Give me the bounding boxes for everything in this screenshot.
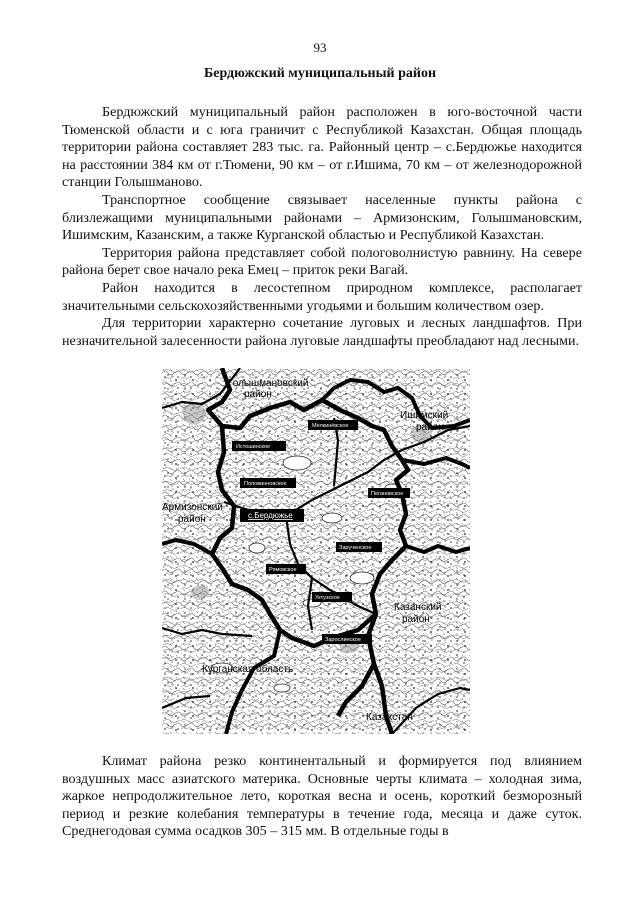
paragraph: Территория района представляет собой пологоволнистую равнину. На севере района берет свое начало река Емец – приток реки Вагай. [62, 244, 582, 279]
paragraph: Климат района резко континентальный и формируется под влиянием воздушных масс азиатского материка. Основные черты климата – холодная зима, жаркое непродолжительное лето, короткая весна и осень, короткий безморозный период и резкие колебания температуры в течение года, месяца и даже суток. Среднегодовая сумма осадков 305 – 315 мм. В отдельные годы в [62, 753, 582, 840]
village-label-istoshinskoe: Истошинское [236, 444, 271, 450]
region-label-kazakhstan: Казахстан [366, 712, 413, 723]
district-map [162, 368, 470, 734]
page-number: 93 [313, 40, 327, 55]
paragraph: Для территории характерно сочетание луговых и лесных ландшафтов. При незначительной залесенности района луговые ландшафты преобладают над лесными. [62, 315, 582, 349]
region-label-golyshmanovsky: район [244, 389, 272, 400]
region-label-kurgan: Курганская область [202, 664, 294, 675]
village-label-zaraslinskoe: Зарослинское [325, 637, 361, 643]
region-label-kazansky: район [402, 614, 430, 625]
village-label-zarechnoe: Зарученское [339, 545, 372, 551]
village-label-peganovskoe: Пегановское [371, 491, 404, 497]
region-label-armizonsky: Армизонский [162, 502, 223, 513]
paragraph: Транспортное сообщение связывает населенные пункты района с близлежащими муниципальными районами – Армизонским, Голышмановским, Ишимским, Казанским, а также Курганской областью и Республикой Казахстан. [62, 191, 582, 244]
village-label-polovinnoe: Половинновское [244, 481, 287, 487]
village-label-uktuzskoe: Уктузское [315, 595, 340, 601]
page-title: Бердюжский муниципальный район [203, 66, 437, 81]
village-label-berdyuzhye: с.Бердюжье [248, 511, 293, 520]
village-label-melnikovo: Мелкинёвское [312, 423, 349, 429]
region-label-ishimsky: Ишимский [400, 410, 449, 421]
climate-text [62, 753, 582, 841]
intro-text [62, 104, 582, 350]
region-label-kazansky: Казанский [394, 602, 442, 613]
village-label-renevskoe: Рямовское [269, 567, 297, 573]
paragraph: Район находится в лесостепном природном комплексе, располагает значительными сельскохозяйственными угодьями и большим количеством озер. [62, 279, 582, 314]
region-label-armizonsky: район [178, 514, 206, 525]
region-label-ishimsky: район [416, 422, 444, 433]
paragraph: Бердюжский муниципальный район расположен в юго-восточной части Тюменской области и с юга граничит с Республикой Казахстан. Общая площадь территории района составляет 283 тыс. га. Районный центр – с.Бердюжье находится на расстоянии 384 км от г.Тюмени, 90 км – от г.Ишима, 70 км – от железнодорожной станции Голышманово. [62, 104, 582, 191]
region-label-golyshmanovsky: Голышмановский [228, 378, 309, 389]
